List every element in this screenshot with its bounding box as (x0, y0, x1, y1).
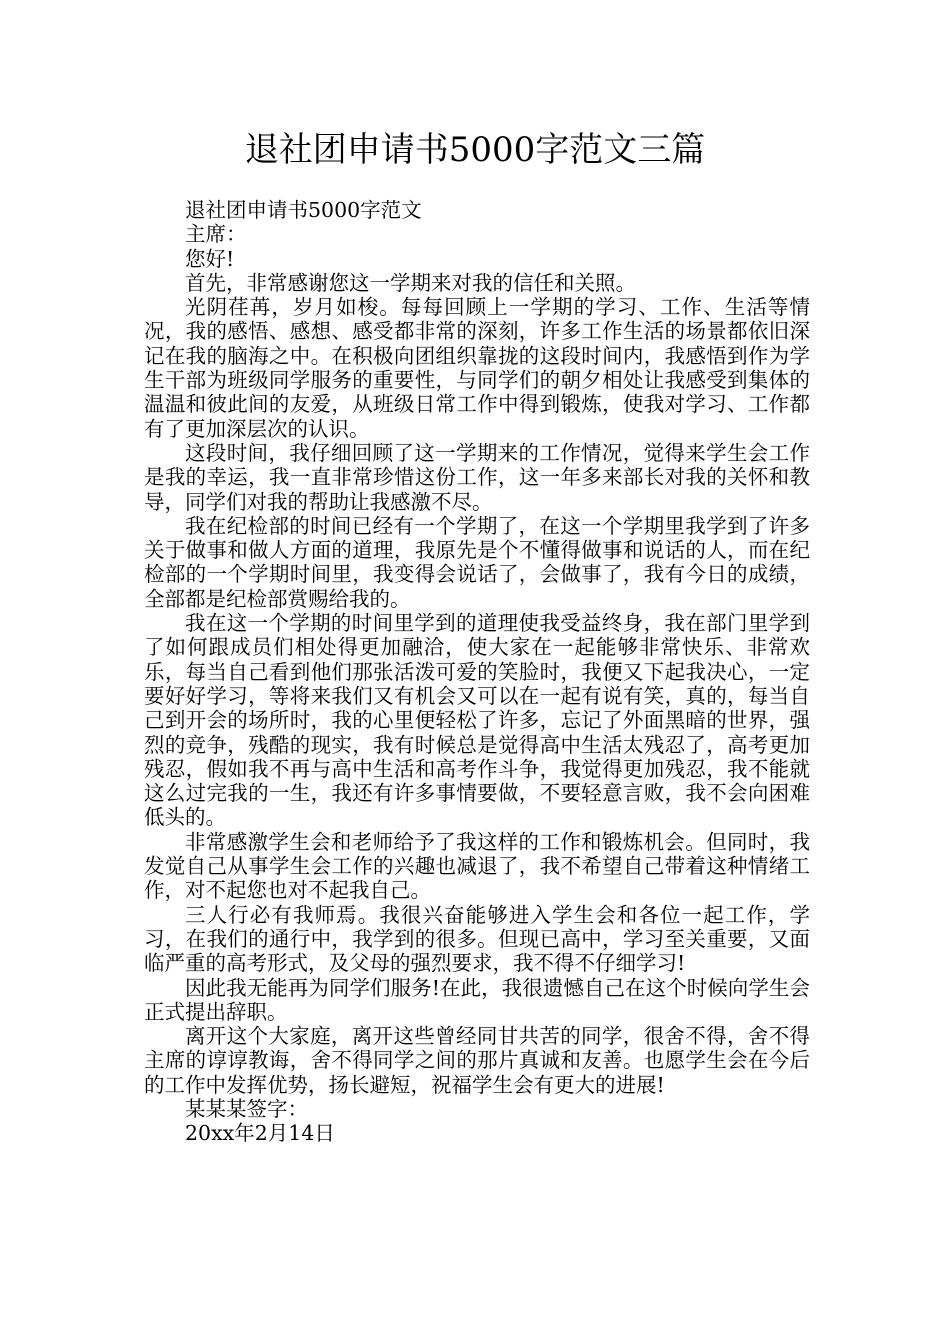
signature-line: 某某某签字： (185, 1096, 308, 1121)
paragraph: 因此我无能再为同学们服务!在此，我很遗憾自己在这个时候向学生会正式提出辞职。 (144, 975, 810, 1024)
subtitle: 退社团申请书5000字范文 (185, 198, 422, 222)
paragraph: 首先，非常感谢您这一学期来对我的信任和关照。 (185, 270, 636, 295)
paragraph: 光阴荏苒，岁月如梭。每每回顾上一学期的学习、工作、生活等情况，我的感悟、感想、感受都非常的深刻，许多工作生活的场景都依旧深记在我的脑海之中。在积极向团组织靠拢的这段时间内，我感悟到作为学生干部为班级同学服务的重要性，与同学们的朝夕相处让我感受到集体的温温和彼此间的友爱，从班级日常工作中得到锻炼，使我对学习、工作都有了更加深层次的认识。 (144, 295, 810, 441)
salutation: 主席： (185, 222, 247, 247)
paragraph: 我在纪检部的时间已经有一个学期了，在这一个学期里我学到了许多关于做事和做人方面的道理，我原先是个不懂得做事和说话的人，而在纪检部的一个学期时间里，我变得会说话了，会做事了，我有今日的成绩，全部都是纪检部赏赐给我的。 (144, 513, 810, 611)
paragraph: 非常感激学生会和老师给予了我这样的工作和锻炼机会。但同时，我发觉自己从事学生会工作的兴趣也减退了，我不希望自己带着这种情绪工作，对不起您也对不起我自己。 (144, 829, 810, 903)
document-body (144, 198, 810, 1146)
document-title: 退社团申请书5000字范文三篇 (244, 130, 706, 170)
date-line: 20xx年2月14日 (185, 1121, 335, 1146)
paragraph: 离开这个大家庭，离开这些曾经同甘共苦的同学，很舍不得，舍不得主席的谆谆教诲，舍不得同学之间的那片真诚和友善。也愿学生会在今后的工作中发挥优势，扬长避短，祝福学生会有更大的进展! (144, 1024, 810, 1097)
paragraph: 三人行必有我师焉。我很兴奋能够进入学生会和各位一起工作，学习，在我们的通行中，我学到的很多。但现已高中，学习至关重要，又面临严重的高考形式，及父母的强烈要求，我不得不仔细学习! (144, 902, 810, 976)
paragraph: 这段时间，我仔细回顾了这一学期来的工作情况，觉得来学生会工作是我的幸运，我一直非常珍惜这份工作，这一年多来部长对我的关怀和教导，同学们对我的帮助让我感激不尽。 (144, 440, 810, 514)
greeting: 您好! (185, 246, 235, 271)
paragraph: 我在这一个学期的时间里学到的道理使我受益终身，我在部门里学到了如何跟成员们相处得更加融洽，使大家在一起能够非常快乐、非常欢乐，每当自己看到他们那张活泼可爱的笑脸时，我便又下起我决心，一定要好好学习，等将来我们又有机会又可以在一起有说有笑，真的，每当自己到开会的场所时，我的心里便轻松了许多，忘记了外面黑暗的世界，强烈的竞争，残酷的现实，我有时候总是觉得高中生活太残忍了，高考更加残忍，假如我不再与高中生活和高考作斗争，我觉得更加残忍，我不能就这么过完我的一生，我还有许多事情要做，不要轻意言败，我不会向困难低头的。 (144, 611, 810, 830)
